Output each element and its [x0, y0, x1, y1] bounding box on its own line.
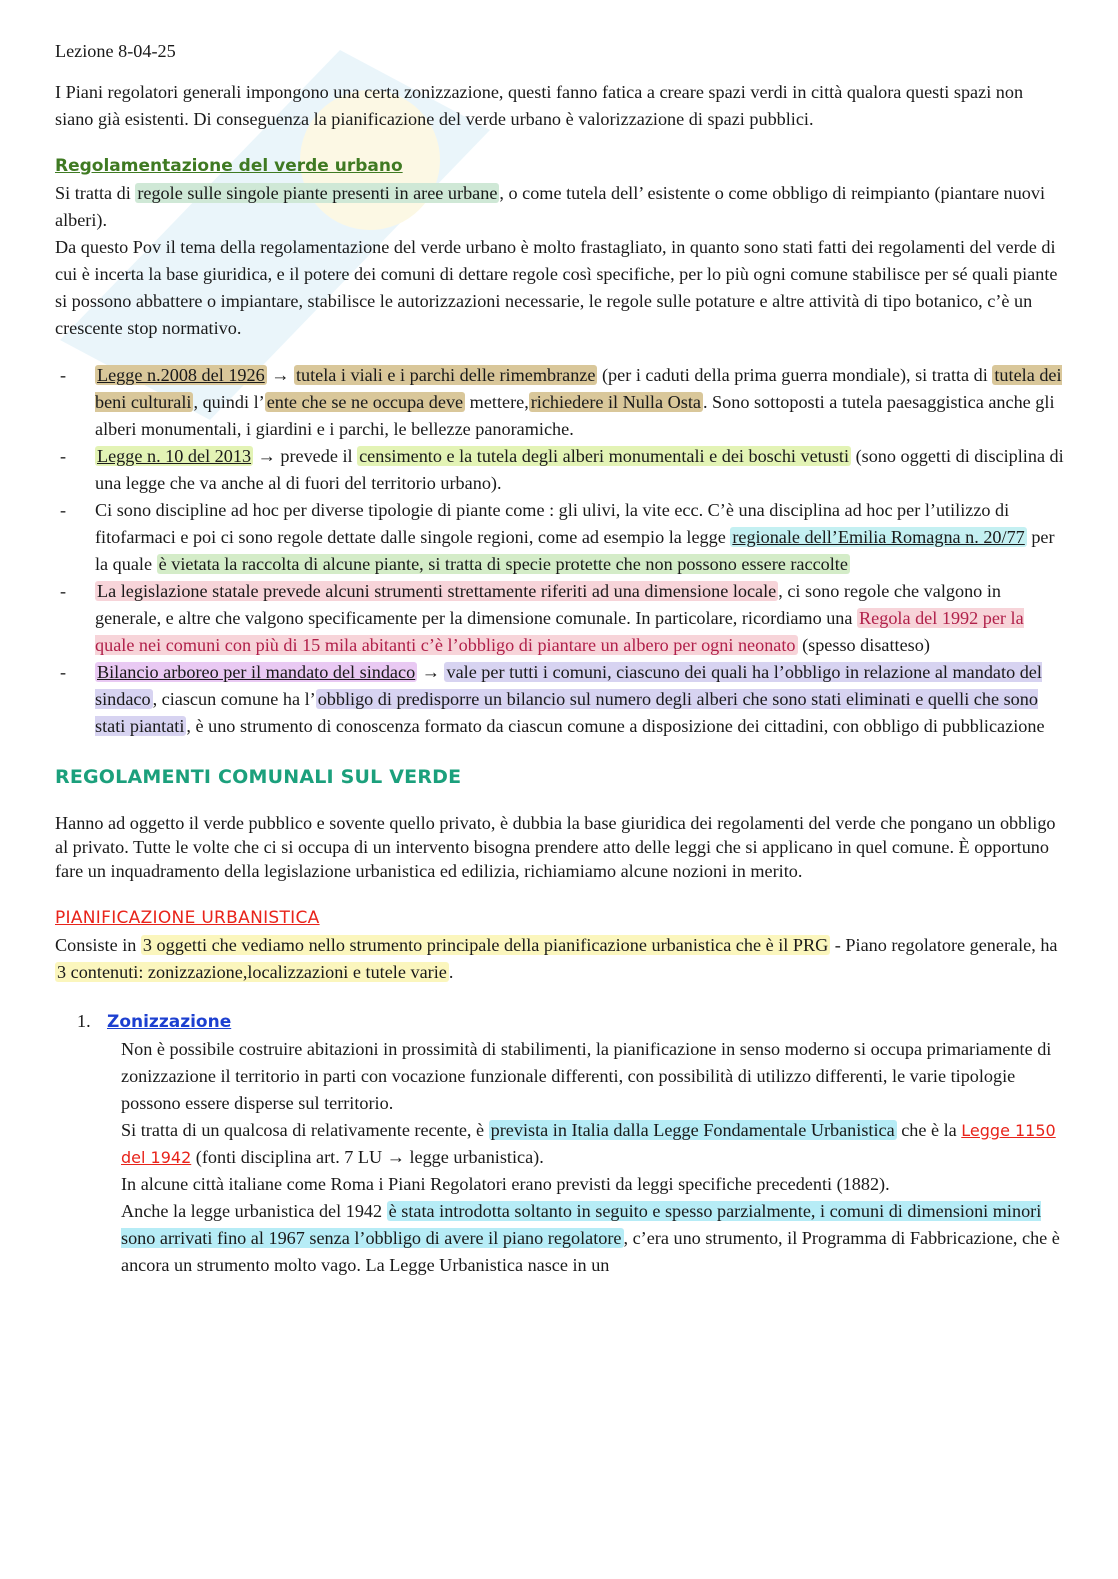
section-title-regolamentazione: Regolamentazione del verde urbano — [55, 156, 403, 176]
law-link[interactable]: Legge n.2008 del 1926 — [97, 365, 265, 385]
law-link[interactable]: Bilancio arboreo per il mandato del sindaco — [97, 662, 416, 682]
numbered-list — [55, 1008, 1065, 1279]
highlight: richiedere il Nulla Osta — [530, 392, 701, 412]
highlight: prevista in Italia dalla Legge Fondamentale Urbanistica — [490, 1120, 895, 1140]
law-link[interactable]: Legge n. 10 del 2013 — [97, 446, 252, 466]
lesson-date: Lezione 8-04-25 — [55, 41, 176, 61]
highlight: censimento e la tutela degli alberi monumentali e dei boschi vetusti — [359, 446, 850, 466]
text: Si tratta di — [55, 183, 136, 203]
highlight: è vietata la raccolta di alcune piante, si tratta di specie protette che non possono essere raccolte — [158, 554, 848, 574]
highlight: è stata introdotta soltanto in seguito e spesso parzialmente, i comuni di dimensioni minori sono arrivati fino al 1967 senza l’obbligo di avere il piano regolatore — [121, 1201, 1042, 1248]
text: Ci sono discipline ad hoc per diverse tipologie di piante come : gli ulivi, la vite ecc. C’è una disciplina ad hoc per l’utilizzo di fitofarmaci e poi ci sono regole dettate dalle singole regioni, come ad esempio la legge — [95, 500, 1010, 547]
zonizzazione-title[interactable]: Zonizzazione — [107, 1012, 232, 1032]
text: , ci sono regole che valgono in generale, e altre che valgono specificamente per la dimensione comunale. In particolare, ricordiamo una — [95, 581, 1001, 628]
list-item — [95, 578, 1065, 659]
highlight: regole sulle singole piante presenti in aree urbane — [137, 183, 498, 203]
text: , ciascun comune ha l’ — [152, 689, 316, 709]
document-page — [55, 38, 1065, 1279]
zon-paragraph-3: In alcune città italiane come Roma i Piani Regolatori erano previsti da leggi specifiche precedenti (1882). — [121, 1174, 890, 1194]
highlight: 3 contenuti: zonizzazione,localizzazioni e tutele varie — [57, 962, 447, 982]
pian-paragraph — [55, 932, 1065, 986]
reg-paragraph-1 — [55, 180, 1065, 234]
text: , o come tutela dell’ esistente o come obbligo di reimpianto (piantare nuovi alberi). — [55, 183, 1046, 230]
text: . — [448, 962, 454, 982]
list-number: 1. — [77, 1011, 91, 1031]
highlight: obbligo di predisporre un bilancio sul numero degli alberi che sono stati eliminati e quelli che sono stati piantati — [95, 689, 1038, 736]
text: (spesso disatteso) — [797, 635, 930, 655]
highlight: ente che se ne occupa deve — [266, 392, 464, 412]
text: - Piano regolatore generale, ha — [830, 935, 1058, 955]
highlight: 3 oggetti che vediamo nello strumento principale della pianificazione urbanistica che è il PRG — [142, 935, 829, 955]
text: → prevede il — [253, 446, 358, 466]
highlight: tutela i viali e i parchi delle rimembranze — [295, 365, 596, 385]
reg-paragraph-2: Da questo Pov il tema della regolamentazione del verde urbano è molto frastagliato, in quanto sono stati fatti dei regolamenti del verde di cui è incerta la base giuridica, e il potere dei comuni di dettare regole così specifiche, per lo più ogni comune stabilisce per sé quali piante si possono abbattere o impiantare, stabilisce le autorizzazioni necessarie, le regole sulle potature e altre attività di tipo botanico, c’è un crescente stop normativo. — [55, 237, 1058, 338]
text: , quindi l’ — [193, 392, 265, 412]
intro-paragraph: I Piani regolatori generali impongono una certa zonizzazione, questi fanno fatica a creare spazi verdi in città qualora questi spazi non siano già esistenti. Di conseguenza la pianificazione del verde urbano è valorizzazione di spazi pubblici. — [55, 82, 1024, 129]
text: Anche la legge urbanistica del 1942 — [121, 1201, 387, 1221]
section-title-regolamenti-comunali: REGOLAMENTI COMUNALI SUL VERDE — [55, 766, 462, 788]
section-title-pianificazione: PIANIFICAZIONE URBANISTICA — [55, 908, 320, 928]
text: (fonti disciplina art. 7 LU → legge urbanistica). — [191, 1147, 544, 1167]
highlight: Regola del 1992 per la quale nei comuni con più di 15 mila abitanti c’è l’obbligo di piantare un albero per ogni neonato — [95, 608, 1024, 655]
list-item — [95, 497, 1065, 578]
list-item — [95, 443, 1065, 497]
list-item — [77, 1008, 1065, 1279]
arrow: → — [266, 365, 294, 385]
zon-paragraph-1: Non è possibile costruire abitazioni in prossimità di stabilimenti, la pianificazione in senso moderno si occupa primariamente di zonizzazione il territorio in parti con vocazione funzionale differenti, con possibilità di utilizzo differenti, le varie tipologie possono essere disperse sul territorio. — [121, 1039, 1052, 1113]
zon-paragraph-2 — [121, 1117, 1065, 1171]
text: Consiste in — [55, 935, 141, 955]
highlight: La legislazione statale prevede alcuni strumenti strettamente riferiti ad una dimensione locale — [97, 581, 777, 601]
text: mettere, — [465, 392, 529, 412]
law-link[interactable]: regionale dell’Emilia Romagna n. 20/77 — [732, 527, 1025, 547]
law-link[interactable]: Legge 1150 del 1942 — [121, 1121, 1056, 1167]
text: (sono oggetti di disciplina di una legge che va anche al di fuori del territorio urbano). — [95, 446, 1064, 493]
text: che è la — [896, 1120, 962, 1140]
list-item — [95, 659, 1065, 740]
text: . Sono sottoposti a tutela paesaggistica anche gli alberi monumentali, i giardini e i parchi, le bellezze panoramiche. — [95, 392, 1055, 439]
law-list — [55, 362, 1065, 740]
text: → — [417, 662, 445, 682]
text: per la quale — [95, 527, 1055, 574]
text: , c’era uno strumento, il Programma di Fabbricazione, che è ancora un strumento molto vago. La Legge Urbanistica nasce in un — [121, 1228, 1060, 1275]
regcom-paragraph: Hanno ad oggetto il verde pubblico e sovente quello privato, è dubbia la base giuridica dei regolamenti del verde che pongano un obbligo al privato. Tutte le volte che ci si occupa di un intervento bisogna prendere atto delle leggi che si applicano in quel comune. È opportuno fare un inquadramento della legislazione urbanistica ed edilizia, richiamiamo alcune nozioni in merito. — [55, 813, 1056, 881]
highlight: vale per tutti i comuni, ciascuno dei quali ha l’obbligo in relazione al mandato del sindaco — [95, 662, 1042, 709]
zon-paragraph-4 — [121, 1198, 1065, 1279]
text: (per i caduti della prima guerra mondiale), si tratta di — [597, 365, 993, 385]
highlight: tutela dei beni culturali — [95, 365, 1062, 412]
list-item — [95, 362, 1065, 443]
text: , è uno strumento di conoscenza formato da ciascun comune a disposizione dei cittadini, con obbligo di pubblicazione — [186, 716, 1045, 736]
text: Si tratta di un qualcosa di relativamente recente, è — [121, 1120, 489, 1140]
